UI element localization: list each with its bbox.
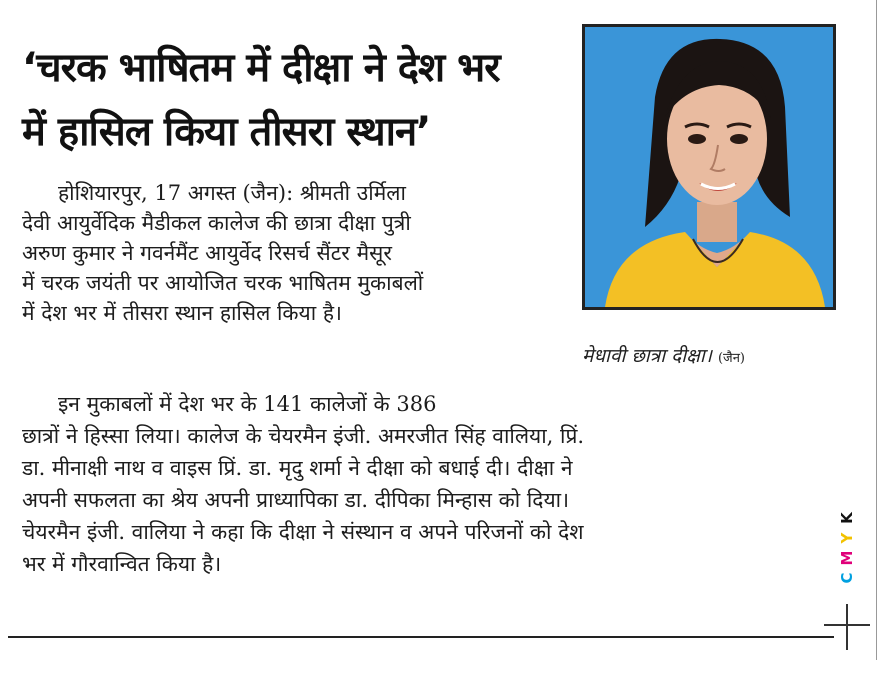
cmyk-print-mark bbox=[838, 508, 856, 588]
headline-line-2: में हासिल किया तीसरा स्थान’ bbox=[22, 109, 431, 155]
student-portrait-photo bbox=[582, 24, 836, 310]
bottom-rule bbox=[8, 636, 834, 638]
article-headline bbox=[22, 36, 572, 164]
cmyk-letter-m: M bbox=[838, 550, 856, 566]
headline-line-1: ‘चरक भाषितम में दीक्षा ने देश भर bbox=[22, 45, 500, 91]
portrait-illustration bbox=[585, 27, 833, 307]
paragraph-2-line: भर में गौरवान्वित किया है। bbox=[22, 552, 222, 576]
cmyk-letter-y: Y bbox=[838, 532, 856, 544]
paragraph-2-line: अपनी सफलता का श्रेय अपनी प्राध्यापिका डा. दीपिका मिन्हास को दिया। bbox=[22, 488, 570, 512]
paragraph-1-line: में चरक जयंती पर आयोजित चरक भाषितम मुकाबलों bbox=[22, 271, 424, 295]
paragraph-1-line: होशियारपुर, 17 अगस्त (जैन): श्रीमती उर्मिला bbox=[58, 181, 406, 205]
paragraph-2-line: इन मुकाबलों में देश भर के 141 कालेजों के 386 bbox=[58, 392, 437, 416]
cmyk-letter-k: K bbox=[838, 512, 856, 524]
caption-text: मेधावी छात्रा दीक्षा। bbox=[582, 345, 712, 367]
paragraph-1-line: देवी आयुर्वेदिक मैडीकल कालेज की छात्रा दीक्षा पुत्री bbox=[22, 211, 411, 235]
article-paragraph-1 bbox=[22, 178, 562, 328]
paragraph-2-line: डा. मीनाक्षी नाथ व वाइस प्रिं. डा. मृदु शर्मा ने दीक्षा को बधाई दी। दीक्षा ने bbox=[22, 456, 573, 480]
registration-mark-vertical bbox=[846, 604, 848, 650]
article-paragraph-2 bbox=[22, 388, 832, 580]
cmyk-letter-c: C bbox=[838, 572, 856, 584]
paragraph-2-line: चेयरमैन इंजी. वालिया ने कहा कि दीक्षा ने संस्थान व अपने परिजनों को देश bbox=[22, 520, 584, 544]
paragraph-1-line: अरुण कुमार ने गवर्नमैंट आयुर्वेद रिसर्च सैंटर मैसूर bbox=[22, 241, 392, 265]
paragraph-2-line: छात्रों ने हिस्सा लिया। कालेज के चेयरमैन इंजी. अमरजीत सिंह वालिया, प्रिं. bbox=[22, 424, 585, 448]
photo-caption bbox=[582, 342, 842, 368]
paragraph-1-line: में देश भर में तीसरा स्थान हासिल किया है। bbox=[22, 301, 342, 325]
page-edge-line bbox=[876, 0, 877, 660]
caption-credit: (जैन) bbox=[717, 351, 745, 366]
